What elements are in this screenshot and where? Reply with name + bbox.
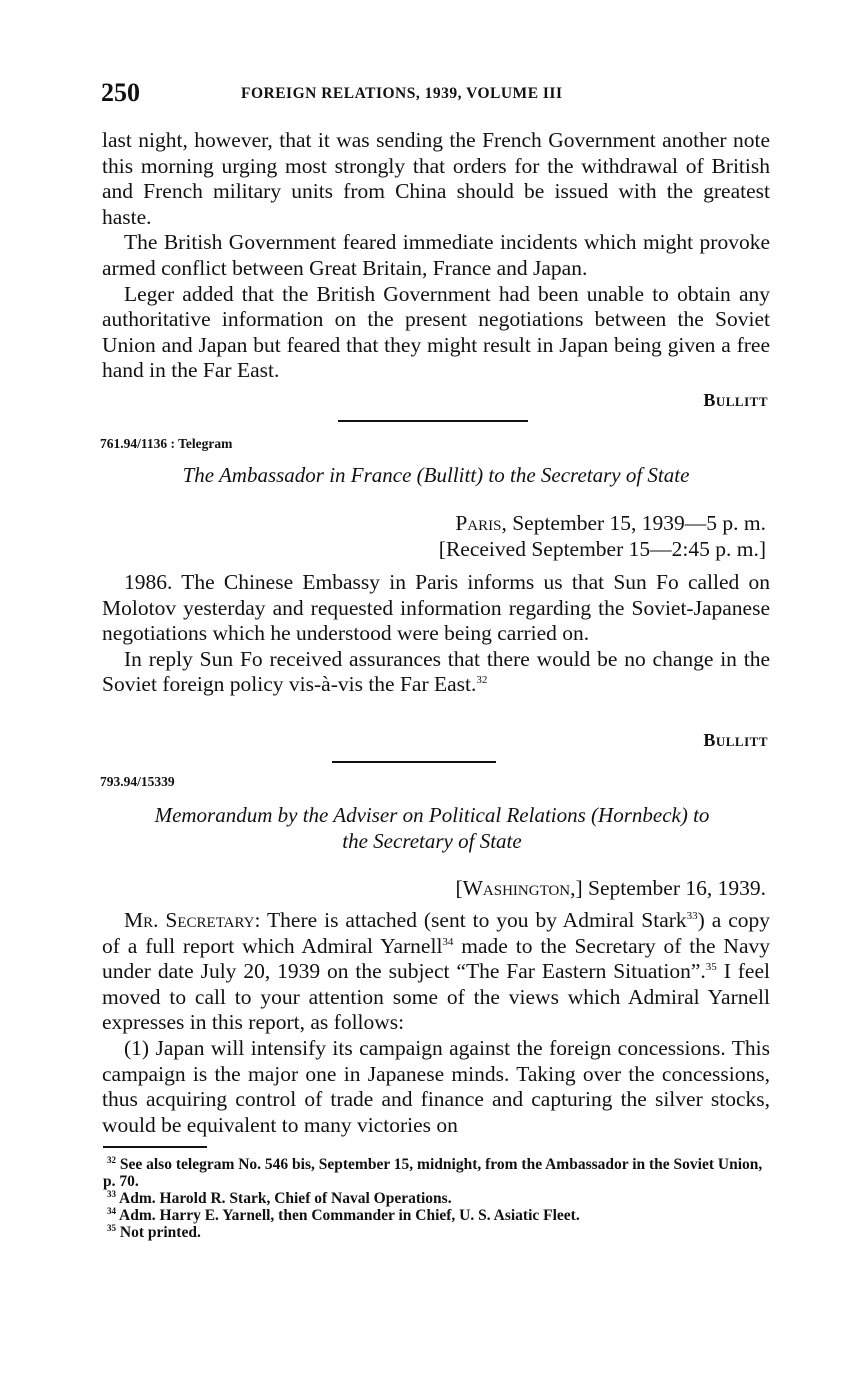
footnote: [103, 1190, 763, 1207]
salutation: Mr. Secretary:: [124, 908, 261, 932]
running-head: [101, 78, 771, 110]
paragraph: (1) Japan will intensify its campaign against the foreign concessions. This campaign is the major one in Japanese minds. Taking over the concessions, thus acquiring control of trade and finance and capturing the silver stocks, would be equivalent to many victories on: [102, 1035, 770, 1137]
footnote-number: 35: [107, 1222, 116, 1233]
footnote-number: 33: [107, 1188, 116, 1199]
paragraph-text: ) a copy of a full report which Admiral Yarnell: [102, 908, 771, 958]
footnote-text: Adm. Harold R. Stark, Chief of Naval Operations.: [119, 1190, 452, 1207]
file-reference: 761.94/1136 : Telegram: [100, 436, 233, 451]
footnote-number: 32: [107, 1154, 116, 1165]
signature: Bullitt: [703, 390, 768, 410]
received-line: [Received September 15—2:45 p. m.]: [438, 537, 766, 561]
paragraph-text: In reply Sun Fo received assurances that there would be no change in the Soviet foreign policy vis-à-vis the Far East.: [102, 646, 770, 697]
paragraph: last night, however, that it was sending the French Government another note this morning urging most strongly that orders for the withdrawal of British and French military units from China should be issued with the greatest haste.: [102, 128, 770, 229]
heading-line: Memorandum by the Adviser on Political Relations (Hornbeck) to: [154, 803, 710, 827]
signature: Bullitt: [703, 730, 768, 750]
section-divider: [338, 420, 528, 422]
footnotes: [103, 1156, 763, 1241]
footnote-ref: 33: [686, 909, 698, 922]
dateline-date: September 16, 1939.: [582, 876, 766, 900]
paragraph-text: There is attached (sent to you by Admiral Stark: [260, 908, 687, 932]
section3-text: [102, 908, 770, 1138]
footnote-divider: [103, 1146, 207, 1148]
paragraph-text: I feel moved to call to your attention some of the views which Admiral Yarnell expresses in this report, as follows:: [102, 959, 770, 1035]
footnote-ref: 34: [442, 935, 454, 948]
footnote: [103, 1156, 763, 1190]
dateline: [455, 875, 766, 901]
page-number: 250: [101, 78, 140, 107]
section-divider: [332, 761, 496, 763]
footnote: [103, 1207, 763, 1224]
footnote: [103, 1224, 763, 1241]
footnote-ref: 32: [476, 674, 488, 687]
running-title: FOREIGN RELATIONS, 1939, VOLUME III: [241, 85, 563, 102]
section2-text: [102, 570, 770, 698]
document-heading: The Ambassador in France (Bullitt) to the Secretary of State: [182, 463, 690, 487]
paragraph-text: made to the Secretary of the Navy under date July 20, 1939 on the subject “The Far Eastern Situation”.: [102, 933, 771, 984]
paragraph: [102, 908, 770, 1036]
footnote-number: 34: [107, 1205, 116, 1216]
document-heading: [92, 802, 772, 854]
heading-line: the Secretary of State: [342, 829, 522, 853]
paragraph: Leger added that the British Government had been unable to obtain any authoritative information on the present negotiations between the Soviet Union and Japan but feared that they might result in Japan being given a free hand in the Far East.: [102, 281, 770, 383]
paragraph: The British Government feared immediate incidents which might provoke armed conflict between Great Britain, France and Japan.: [102, 230, 770, 280]
footnote-text: See also telegram No. 546 bis, September 15, midnight, from the Ambassador in the Soviet Union, p. 70.: [103, 1156, 763, 1190]
dateline-date: September 15, 1939—5 p. m.: [506, 511, 766, 535]
file-reference: 793.94/15339: [100, 774, 175, 789]
paragraph: 1986. The Chinese Embassy in Paris informs us that Sun Fo called on Molotov yesterday and requested information regarding the Soviet-Japanese negotiations which he understood were being carried on.: [102, 570, 770, 646]
footnote-ref: 35: [705, 961, 717, 974]
footnote-text: Not printed.: [119, 1224, 201, 1241]
footnote-text: Adm. Harry E. Yarnell, then Commander in Chief, U. S. Asiatic Fleet.: [119, 1207, 580, 1224]
dateline: [439, 510, 766, 562]
paragraph: [102, 647, 770, 698]
section1-text: [102, 128, 770, 384]
dateline-place: [Washington,]: [455, 876, 583, 900]
dateline-place: Paris,: [455, 511, 507, 535]
